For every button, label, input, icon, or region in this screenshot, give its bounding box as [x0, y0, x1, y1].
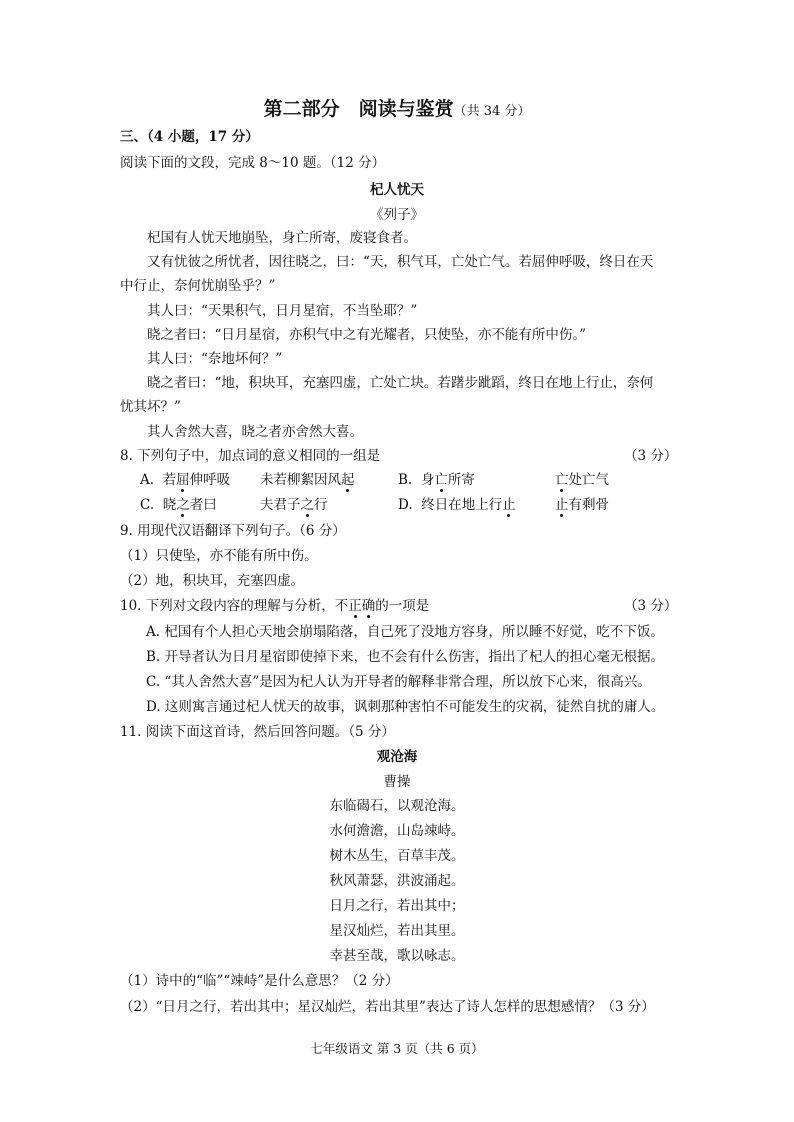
q8-option-d	[398, 496, 516, 514]
question-11-sub-2: （2）“日月之行，若出其中；星汉灿烂，若出其里”表达了诗人怎样的思想感情？（3 分）	[120, 999, 655, 1015]
option-text: 身	[420, 472, 435, 488]
poem-line: 秋风萧瑟，洪波涌起。	[329, 873, 465, 889]
poem-line: 星汉灿烂，若出其里。	[329, 923, 465, 939]
option-label: B.	[398, 472, 413, 488]
dotted-word: 止	[555, 497, 569, 513]
option-label: C.	[140, 497, 155, 513]
passage-line: 中行止，奈何忧崩坠乎？”	[120, 278, 276, 294]
reading-instruction: 阅读下面的文段，完成 8～10 题。（12 分）	[120, 155, 386, 171]
dotted-word: 正	[348, 598, 362, 614]
q10-option-b: B. 开导者认为日月星宿即使掉下来，也不会有什么伤害，指出了杞人的担心毫无根据。	[146, 649, 665, 665]
dotted-word: 亡	[555, 472, 569, 488]
q8-option-c	[140, 496, 217, 514]
part-heading: 三、（4 小题，17 分）	[120, 129, 259, 145]
poem-line: 树木丛生，百草丰茂。	[329, 848, 465, 864]
passage-line: 晓之者曰：“日月星宿，亦积气中之有光耀者，只使坠，亦不能有所中伤。”	[147, 327, 587, 343]
option-label: A.	[140, 472, 155, 488]
poem-line: 东临碣石，以观沧海。	[329, 798, 465, 814]
dotted-word: 亡	[434, 472, 448, 488]
stem-text: 10. 下列对文段内容的理解与分析，不	[120, 598, 349, 614]
q10-option-a: A. 杞国有个人担心天地会崩塌陷落，自己死了没地方容身，所以睡不好觉，吃不下饭。	[146, 624, 664, 640]
question-9-sub-1: （1）只使坠，亦不能有所中伤。	[120, 548, 318, 564]
poem-title: 观沧海	[376, 749, 418, 765]
question-11-sub-1: （1）诗中的“临”“竦峙”是什么意思？（2 分）	[120, 973, 399, 989]
q8-option-a	[140, 471, 230, 489]
passage-title: 杞人忧天	[370, 182, 424, 198]
question-10-stem	[120, 597, 429, 615]
question-8-score: （3 分）	[624, 448, 678, 464]
dotted-word: 起	[341, 472, 355, 488]
dotted-word: 之	[300, 497, 314, 513]
question-9-stem: 9. 用现代汉语翻译下列句子。（6 分）	[120, 523, 346, 539]
option-text: 终日在地上行	[421, 497, 503, 513]
dotted-word: 之	[176, 497, 190, 513]
question-11-stem: 11. 阅读下面这首诗，然后回答问题。（5 分）	[120, 724, 395, 740]
question-9-sub-2: （2）地，积块耳，充塞四虚。	[120, 573, 305, 589]
option-text: 晓	[162, 497, 177, 513]
option-text: 处亡气	[568, 472, 609, 488]
q10-option-d: D. 这则寓言通过杞人忧天的故事，讽刺那种害怕不可能发生的灾祸，徒然自扰的庸人。	[146, 699, 665, 715]
page-footer: 七年级语文 第 3 页（共 6 页）	[310, 1041, 484, 1056]
section-title-text: 第二部分 阅读与鉴赏	[263, 98, 454, 120]
option-text: 所寄	[447, 472, 475, 488]
q8-option-b	[398, 471, 475, 489]
option-text: 有剩骨	[568, 497, 609, 513]
passage-line: 其人舍然大喜，晓之者亦舍然大喜。	[147, 424, 363, 440]
poem-author: 曹操	[383, 774, 411, 790]
q8-option-c-second	[260, 496, 328, 514]
q10-option-c: C. “其人舍然大喜”是因为杞人认为开导者的解释非常合理，所以放下心来，很高兴。	[146, 674, 651, 690]
passage-line: 忧其坏？”	[120, 399, 181, 415]
poem-line: 幸甚至哉，歌以咏志。	[329, 948, 465, 964]
q8-option-b-second	[555, 471, 609, 489]
option-label: D.	[398, 497, 413, 513]
passage-line: 杞国有人忧天地崩坠，身亡所寄，废寝食者。	[147, 230, 417, 246]
q8-option-d-second	[555, 496, 609, 514]
dotted-word: 屈	[176, 472, 190, 488]
passage-line: 晓之者曰：“地，积块耳，充塞四虚，亡处亡块。若躇步跐蹈，终日在地上行止，奈何	[147, 375, 654, 391]
passage-source: 《列子》	[370, 207, 424, 223]
passage-line: 其人曰：“天果积气，日月星宿，不当坠耶？”	[147, 303, 418, 319]
question-8-stem: 8. 下列句子中，加点词的意义相同的一组是	[120, 448, 381, 464]
option-text: 若	[162, 472, 177, 488]
question-10-score: （3 分）	[624, 598, 678, 614]
dotted-word: 确	[361, 598, 376, 614]
poem-line: 水何澹澹，山岛竦峙。	[329, 823, 465, 839]
stem-text: 的一项是	[375, 598, 430, 614]
passage-line: 其人曰：“奈地坏何？”	[147, 351, 283, 367]
option-text: 未若柳絮因风	[260, 472, 341, 488]
option-text: 者曰	[189, 497, 217, 513]
passage-line: 又有忧彼之所忧者，因往晓之，曰：“天，积气耳，亡处亡气。若屈伸呼吸，终日在天	[147, 254, 654, 270]
option-text: 夫君子	[260, 497, 301, 513]
option-text: 行	[314, 497, 328, 513]
dotted-word: 止	[502, 497, 516, 513]
q8-option-a-second	[260, 471, 355, 489]
option-text: 伸呼吸	[189, 472, 231, 488]
poem-line: 日月之行，若出其中；	[329, 898, 465, 914]
section-title-note: （共 34 分）	[453, 104, 531, 119]
section-title	[0, 100, 794, 121]
